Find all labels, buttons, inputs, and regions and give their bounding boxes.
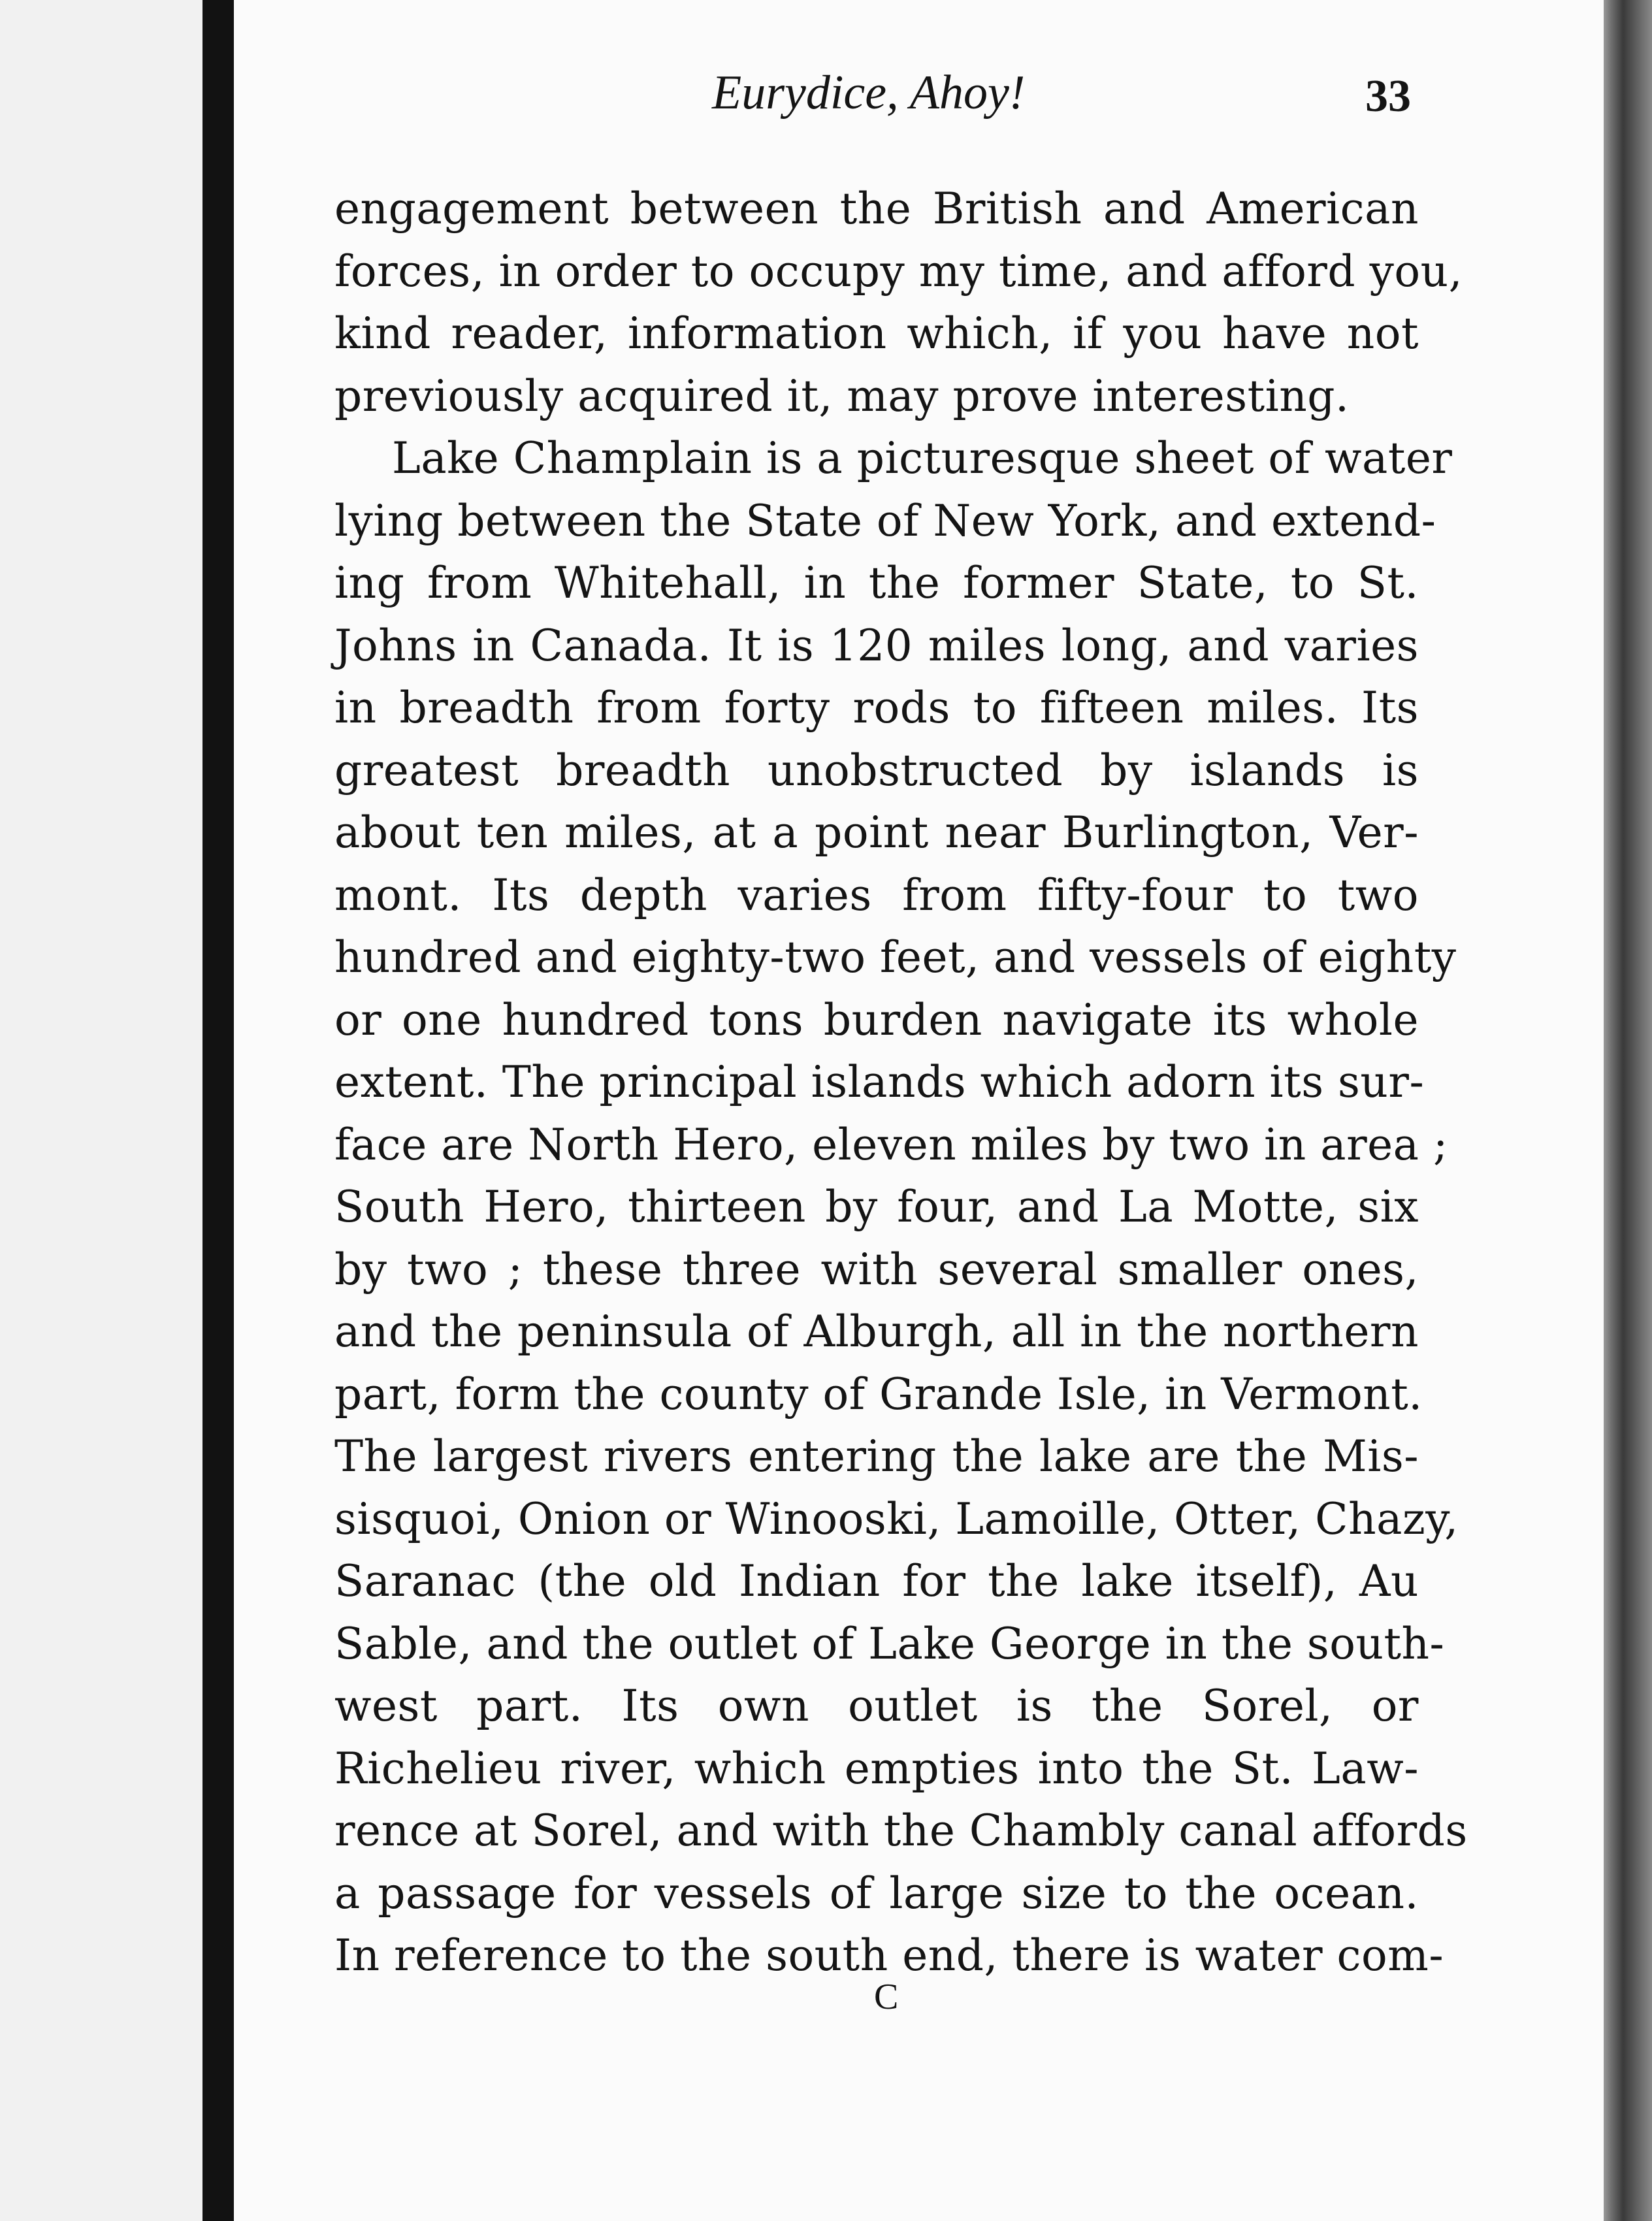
text-line: Richelieu river, which empties into the St. Law- xyxy=(334,1743,1419,1794)
text-line: Johns in Canada. It is 120 miles long, and varies xyxy=(334,620,1419,671)
text-line: greatest breadth unobstructed by islands is xyxy=(334,745,1419,796)
left-page xyxy=(0,0,202,2221)
text-line: west part. Its own outlet is the Sorel, or xyxy=(334,1681,1419,1731)
text-line: previously acquired it, may prove interesting. xyxy=(334,370,1350,421)
signature-mark: C xyxy=(874,1977,899,2017)
text-line: kind reader, information which, if you have not xyxy=(334,308,1419,359)
text-line: In reference to the south end, there is water com- xyxy=(334,1930,1444,1981)
text-line: sisquoi, Onion or Winooski, Lamoille, Otter, Chazy, xyxy=(334,1493,1459,1544)
text-line: extent. The principal islands which adorn its sur- xyxy=(334,1057,1425,1107)
text-line: rence at Sorel, and with the Chambly canal affords xyxy=(334,1806,1468,1856)
running-head: Eurydice, Ahoy! xyxy=(712,66,1026,120)
text-line: Lake Champlain is a picturesque sheet of water xyxy=(392,433,1453,483)
text-line: a passage for vessels of large size to the ocean. xyxy=(334,1868,1419,1919)
text-line: face are North Hero, eleven miles by two in area ; xyxy=(334,1119,1448,1170)
text-line: South Hero, thirteen by four, and La Motte, six xyxy=(334,1182,1419,1232)
text-line: hundred and eighty-two feet, and vessels of eighty xyxy=(334,932,1457,982)
text-line: about ten miles, at a point near Burlington, Ver- xyxy=(334,807,1419,858)
text-line: Sable, and the outlet of Lake George in the south- xyxy=(334,1618,1445,1669)
book-gutter xyxy=(202,0,234,2221)
text-line: forces, in order to occupy my time, and afford you, xyxy=(334,246,1463,297)
text-line: or one hundred tons burden navigate its whole xyxy=(334,994,1419,1045)
body-text xyxy=(334,178,1468,1987)
text-line: in breadth from forty rods to fifteen miles. Its xyxy=(334,683,1419,733)
page-number: 33 xyxy=(1365,71,1411,122)
text-line: and the peninsula of Alburgh, all in the northern xyxy=(334,1306,1419,1357)
text-line: lying between the State of New York, and extend- xyxy=(334,495,1436,546)
text-line: part, form the county of Grande Isle, in Vermont. xyxy=(334,1369,1423,1419)
text-line: Saranac (the old Indian for the lake itself), Au xyxy=(334,1556,1419,1606)
text-line: engagement between the British and American xyxy=(334,184,1419,234)
text-line: ing from Whitehall, in the former State, to St. xyxy=(334,558,1419,608)
text-line: mont. Its depth varies from fifty-four to two xyxy=(334,869,1419,920)
text-line: by two ; these three with several smaller ones, xyxy=(334,1244,1419,1295)
text-line: The largest rivers entering the lake are the Mis- xyxy=(334,1431,1419,1482)
page-edge-shadow xyxy=(1604,0,1652,2221)
